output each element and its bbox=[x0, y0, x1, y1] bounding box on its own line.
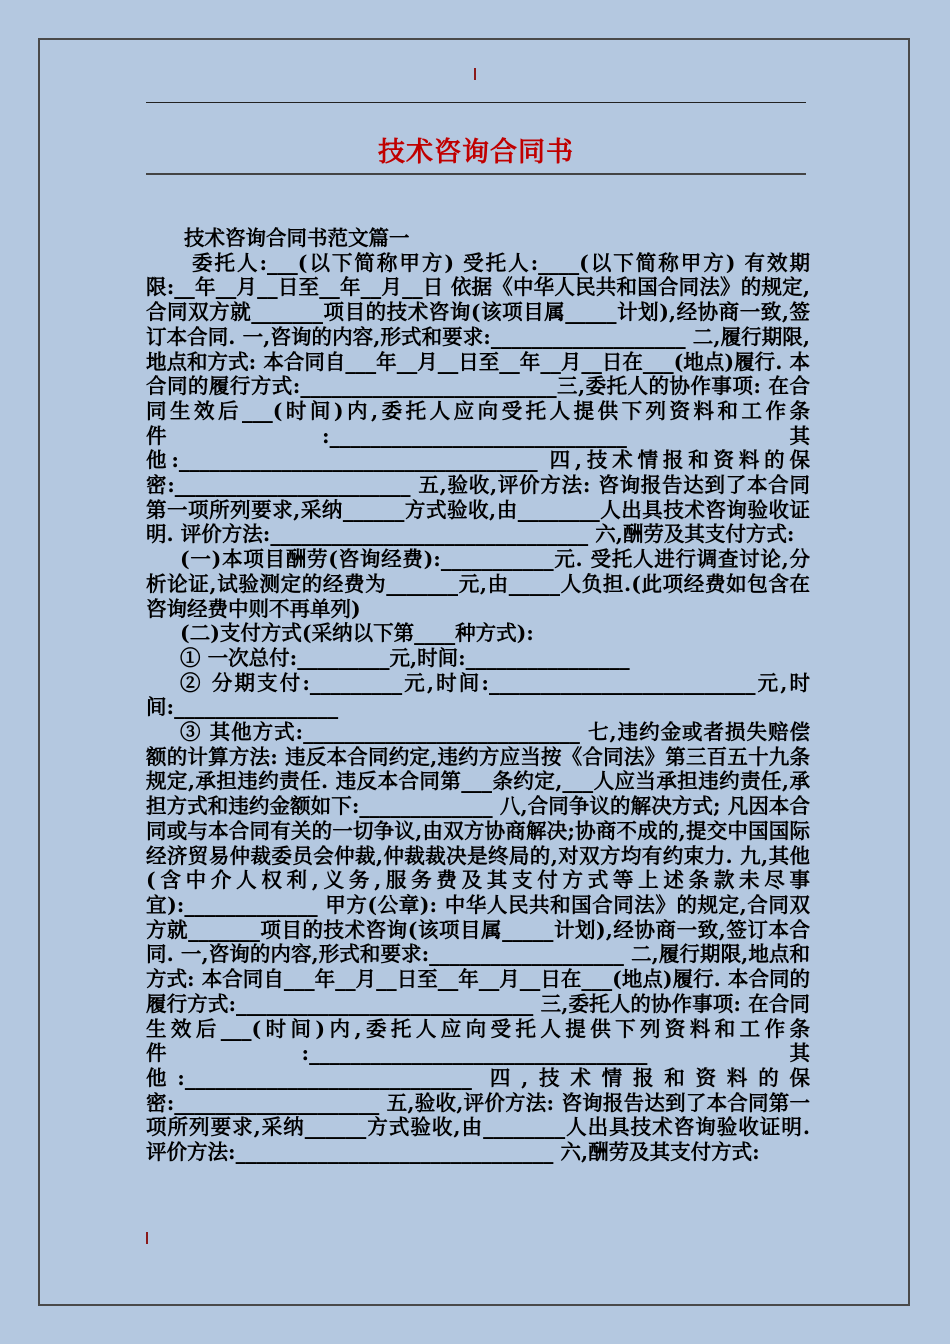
title-divider bbox=[146, 173, 806, 175]
body-paragraph: (二)支付方式(采纳以下第____种方式): bbox=[180, 621, 534, 646]
body-paragraph: 委托人:___(以下简称甲方) 受托人:____(以下简称甲方) 有效期限:__年__月__日至__年__月__日 依据《中华人民共和国合同法》的规定,合同双方就_______项目的技术咨询(该项目属_____计划),经协商一致,签订本合同. 一,咨询的内容,形式和要求:___________________ 二,履行期限,地点和方式: 本合同自___年__月__日至__年__月__日在___(地点)履行. 本合同的履行方式:_________________________三,委托人的协作事项: 在合同生效后___(时间)内,委托人应向受托人提供下列资料和工作条件:_____________________________ 其他:___________________________________ 四,技术情报和资料的保密:_______________________ 五,验收,评价方法: 咨询报告达到了本合同第一项所列要求,采纳______方式验收,由________人出具技术咨询验收证明. 评价方法:_______________________________ 六,酬劳及其支付方式: bbox=[146, 250, 810, 547]
body-paragraph: (一)本项目酬劳(咨询经费):___________元. 受托人进行调查讨论,分析论证,试验测定的经费为_______元,由_____人负担.(此项经费如包含在咨询经费中则不再单列) bbox=[146, 547, 810, 621]
section-heading: 技术咨询合同书范文篇一 bbox=[184, 226, 410, 250]
body-paragraph: ② 分期支付:_________元,时间:__________________________元,时间:________________ bbox=[146, 670, 810, 720]
document-title: 技术咨询合同书 bbox=[378, 137, 574, 168]
body-paragraph: ① 一次总付:_________元,时间:________________ bbox=[180, 645, 630, 670]
body-paragraph: ③ 其他方式:___________________________ 七,违约金或者损失赔偿额的计算方法: 违反本合同约定,违约方应当按《合同法》第三百五十九条规定,承担违约责任. 违反本合同第___条约定,___人应当承担违约责任,承担方式和违约金额如下:_____________ 八,合同争议的解决方式; 凡因本合同或与本合同有关的一切争议,由双方协商解决;协商不成的,提交中国国际经济贸易仲裁委员会仲裁,仲裁裁决是终局的,对双方均有约束力. 九,其他(含中介人权利,义务,服务费及其支付方式等上述条款未尽事宜):_____________ 甲方(公章): 中华人民共和国合同法》的规定,合同双方就_______项目的技术咨询(该项目属_____计划),经协商一致,签订本合同. 一,咨询的内容,形式和要求:___________________ 二,履行期限,地点和方式: 本合同自___年__月__日至__年__月__日在___(地点)履行. 本合同的履行方式:_____________________________ 三,委托人的协作事项: 在合同生效后___(时间)内,委托人应向受托人提供下列资料和工作条件:_________________________________ 其他:____________________________ 四,技术情报和资料的保密:____________________ 五,验收,评价方法: 咨询报告达到了本合同第一项所列要求,采纳______方式验收,由________人出具技术咨询验收证明. 评价方法:_______________________________ 六,酬劳及其支付方式: bbox=[146, 720, 810, 1165]
document-body bbox=[146, 226, 810, 1165]
header-mark bbox=[474, 68, 476, 80]
header-divider bbox=[146, 102, 806, 103]
footer-mark bbox=[146, 1232, 148, 1244]
